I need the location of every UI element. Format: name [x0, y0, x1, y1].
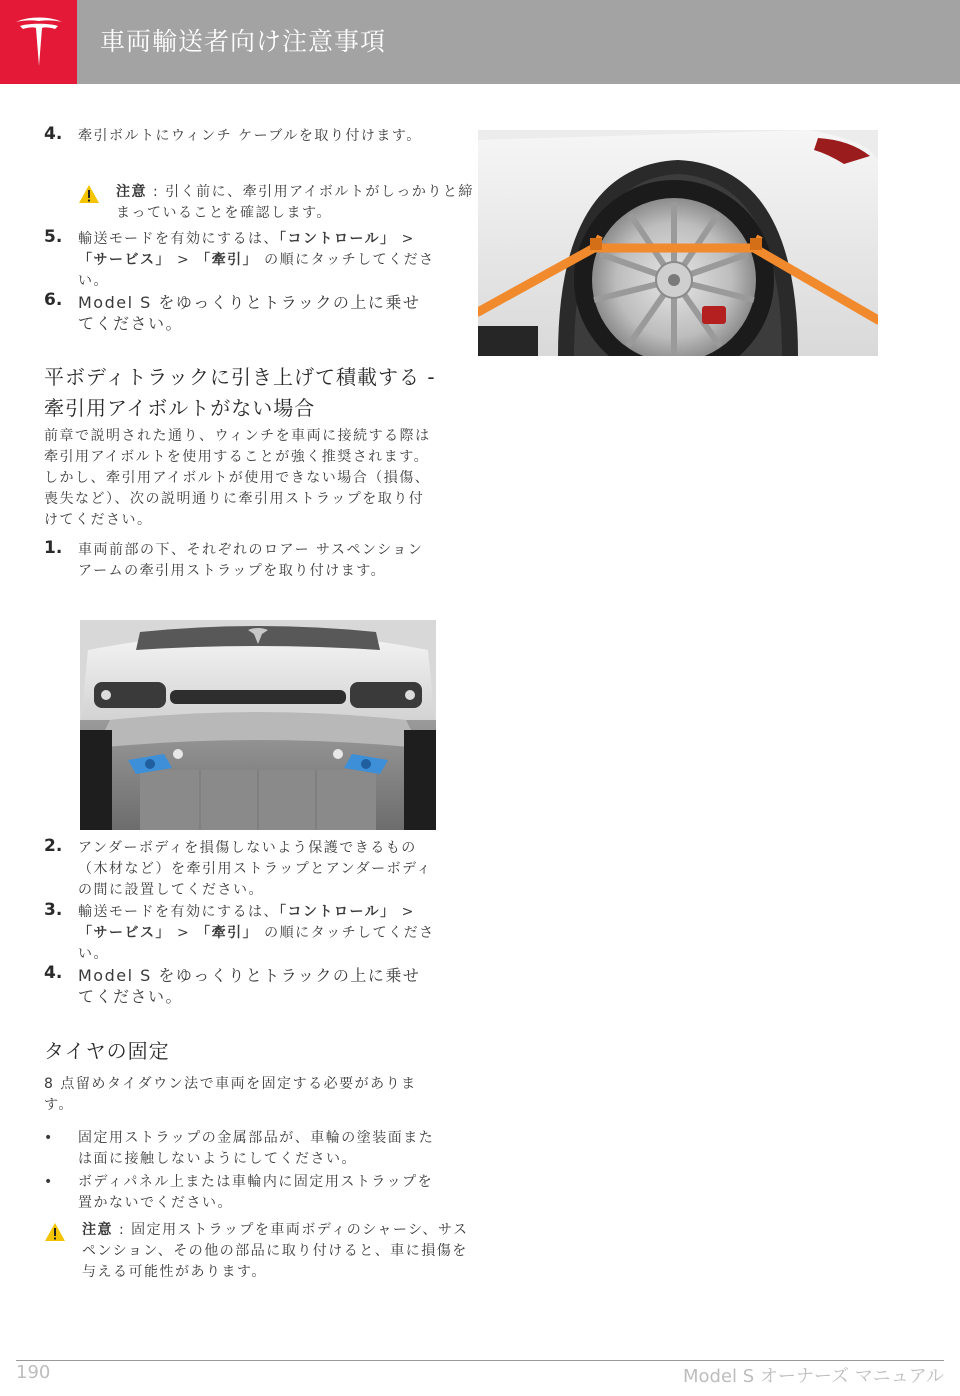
step-text: 車両前部の下、それぞれのロアー サスペンション アームの牽引用ストラップを取り付けます。 [78, 542, 424, 579]
bullet-text: 固定用ストラップの金属部品が、車輪の塗装面または面に接触しないようにしてください。 [78, 1130, 435, 1167]
caution-note-1 [78, 182, 474, 224]
step-text: 輸送モードを有効にするは、 [78, 904, 279, 920]
separator: > [395, 904, 415, 920]
warning-icon [44, 1222, 66, 1242]
section-intro-flatbed: 前章で説明された通り、ウィンチを車両に接続する際は牽引用アイボルトを使用することが強く推奨されます。しかし、牽引用アイボルトが使用できない場合（損傷、喪失など）、次の説明通りに牽引用ストラップを取り付けてください。 [44, 428, 431, 528]
step-number: 4. [44, 963, 63, 983]
bullet-text: ボディパネル上または車輪内に固定用ストラップを置かないでください。 [78, 1174, 434, 1211]
step-text: アンダーボディを損傷しないよう保護できるもの（木材など）を牽引用ストラップとアンダーボディの間に設置してください。 [78, 840, 432, 898]
step-number: 5. [44, 227, 63, 247]
step-number: 3. [44, 900, 63, 920]
controls-label: 「コントロール」 [278, 231, 396, 247]
caution-label: 注意 [82, 1222, 113, 1238]
section-title-tire-securing: タイヤの固定 [44, 1039, 170, 1063]
caution-text: : 引く前に、牽引用アイボルトがしっかりと締まっていることを確認します。 [116, 184, 474, 221]
caution-text: : 固定用ストラップを車両ボディのシャーシ、サスペンション、その他の部品に取り付けると、車に損傷を与える可能性があります。 [82, 1222, 469, 1280]
bullet-item [44, 1172, 436, 1214]
separator: > [171, 252, 197, 268]
controls-label: 「コントロール」 [278, 904, 396, 920]
step-text: 輸送モードを有効にするは、 [78, 231, 279, 247]
section-title-flatbed: 平ボディトラックに引き上げて積載する - 牽引用アイボルトがない場合 [44, 365, 436, 420]
step-5-transport-mode [44, 229, 436, 292]
footer-divider [16, 1360, 944, 1361]
step-4-load-truck [44, 965, 436, 1007]
step-text: Model S をゆっくりとトラックの上に乗せてください。 [78, 293, 421, 333]
step-number: 4. [44, 124, 63, 144]
step-4-tow-bolt [44, 126, 436, 147]
step-text: の順にタッチしてください。 [78, 252, 435, 289]
step-text: Model S をゆっくりとトラックの上に乗せてください。 [78, 966, 421, 1006]
page-title: 車両輸送者向け注意事項 [100, 27, 387, 56]
step-text: の順にタッチしてください。 [78, 925, 435, 962]
service-label: 「サービス」 [78, 252, 171, 268]
bullet-dot: • [44, 1174, 54, 1190]
step-6-load-truck [44, 292, 436, 334]
tesla-logo-icon [14, 14, 64, 70]
step-3-transport-mode [44, 902, 436, 965]
step-text: 牽引ボルトにウィンチ ケーブルを取り付けます。 [78, 128, 422, 144]
separator: > [171, 925, 197, 941]
step-number: 1. [44, 538, 63, 558]
step-1-attach-strap [44, 540, 436, 582]
wheel-strap-image [478, 130, 878, 356]
towing-label: 「牽引」 [196, 925, 259, 941]
underbody-strap-image [80, 620, 436, 830]
warning-icon [78, 184, 100, 204]
caution-label: 注意 [116, 184, 147, 200]
towing-label: 「牽引」 [196, 252, 259, 268]
service-label: 「サービス」 [78, 925, 171, 941]
bullet-dot: • [44, 1130, 54, 1146]
tesla-logo [0, 0, 77, 84]
page-header [0, 0, 960, 84]
step-2-protect-underbody [44, 838, 436, 901]
step-number: 2. [44, 836, 63, 856]
bullet-item [44, 1128, 436, 1170]
step-number: 6. [44, 290, 63, 310]
separator: > [395, 231, 415, 247]
caution-note-2 [44, 1220, 474, 1283]
section-intro-tire-securing: 8 点留めタイダウン法で車両を固定する必要があります。 [44, 1076, 417, 1113]
page-number: 190 [16, 1362, 51, 1383]
manual-name: Model S オーナーズ マニュアル [682, 1366, 944, 1387]
